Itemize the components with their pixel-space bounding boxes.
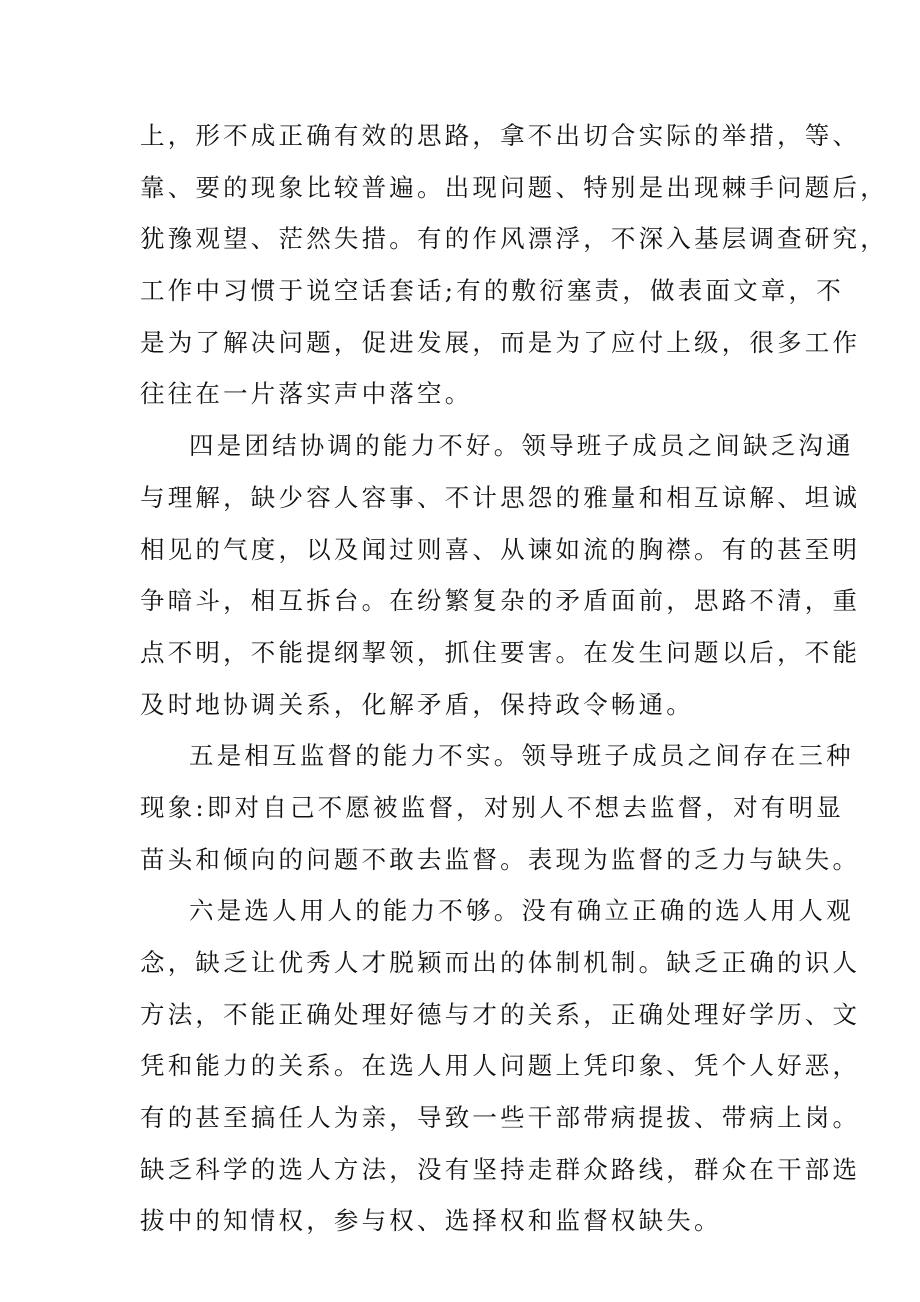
paragraph-four (140, 420, 861, 730)
text-line: 四是团结协调的能力不好。领导班子成员之间缺乏沟通 (189, 431, 854, 461)
text-line: 有的甚至搞任人为亲，导致一些干部带病提拔、带病上岗。 (140, 1103, 861, 1133)
text-line: 争暗斗，相互拆台。在纷繁复杂的矛盾面前，思路不清，重 (140, 586, 861, 616)
text-line: 犹豫观望、茫然失措。有的作风漂浮，不深入基层调查研究， (140, 224, 888, 254)
text-line: 往往在一片落实声中落空。 (140, 379, 473, 409)
text-line: 现象:即对自己不愿被监督，对别人不想去监督，对有明显 (140, 792, 844, 822)
text-line: 上，形不成正确有效的思路，拿不出切合实际的举措，等、 (140, 121, 861, 150)
paragraph-five (140, 730, 861, 885)
paragraph-continuation (140, 110, 888, 420)
paragraph-six (140, 885, 861, 1247)
text-line: 五是相互监督的能力不实。领导班子成员之间存在三种 (189, 741, 854, 771)
text-line: 凭和能力的关系。在选人用人问题上凭印象、凭个人好恶， (140, 1051, 861, 1081)
text-line: 方法，不能正确处理好德与才的关系，正确处理好学历、文 (140, 999, 861, 1029)
text-line: 苗头和倾向的问题不敢去监督。表现为监督的乏力与缺失。 (140, 844, 861, 874)
text-line: 是为了解决问题，促进发展，而是为了应付上级，很多工作 (140, 327, 861, 357)
text-line: 点不明，不能提纲挈领，抓住要害。在发生问题以后，不能 (140, 637, 861, 667)
text-line: 与理解，缺少容人容事、不计思怨的雅量和相互谅解、坦诚 (140, 482, 861, 512)
text-line: 缺乏科学的选人方法，没有坚持走群众路线，群众在干部选 (140, 1154, 861, 1184)
text-line: 念，缺乏让优秀人才脱颖而出的体制机制。缺乏正确的识人 (140, 948, 861, 977)
text-line: 工作中习惯于说空话套话;有的敷衍塞责，做表面文章，不 (140, 276, 844, 306)
text-line: 及时地协调关系，化解矛盾，保持政令畅通。 (140, 689, 694, 719)
text-line: 相见的气度，以及闻过则喜、从谏如流的胸襟。有的甚至明 (140, 534, 861, 564)
text-line: 靠、要的现象比较普遍。出现问题、特别是出现棘手问题后， (140, 172, 888, 202)
text-line: 六是选人用人的能力不够。没有确立正确的选人用人观 (189, 896, 854, 926)
document-body (140, 110, 888, 1247)
text-line: 拔中的知情权，参与权、选择权和监督权缺失。 (140, 1206, 722, 1236)
